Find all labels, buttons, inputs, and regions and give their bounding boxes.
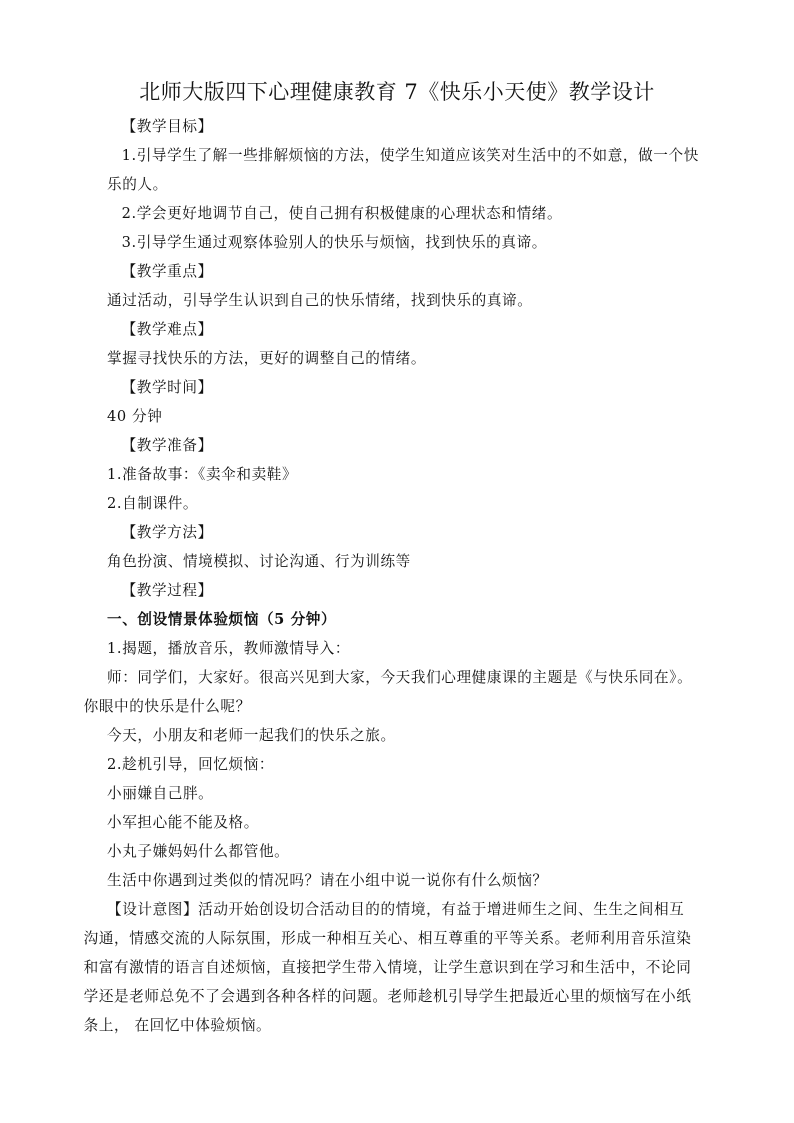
design-intent-1: 【设计意图】活动开始创设切合活动目的的情境，有益于增进师生之间、生生之间相互 <box>107 901 685 918</box>
preparation-2: 2.自制课件。 <box>107 495 199 512</box>
time-text: 40 分钟 <box>107 408 163 425</box>
discussion-question: 生活中你遇到过类似的情况吗？请在小组中说一说你有什么烦恼？ <box>107 872 548 889</box>
design-intent-4: 学还是老师总免不了会遇到各种各样的问题。老师趁机引导学生把最近心里的烦恼写在小纸 <box>83 988 692 1005</box>
design-intent-2: 沟通，情感交流的人际氛围，形成一种相互关心、相互尊重的平等关系。老师利用音乐渲染 <box>83 930 692 947</box>
document-body <box>83 112 727 1040</box>
design-intent-5: 条上， 在回忆中体验烦恼。 <box>83 1017 272 1034</box>
process-step-1: 1.揭题，播放音乐，教师激情导入： <box>107 640 351 657</box>
teacher-intro-cont: 你眼中的快乐是什么呢？ <box>83 698 251 715</box>
section-heading-time: 【教学时间】 <box>121 379 213 396</box>
methods-text: 角色扮演、情境模拟、讨论沟通、行为训练等 <box>107 553 411 570</box>
worry-example-3: 小丸子嫌妈妈什么都管他。 <box>107 843 290 860</box>
preparation-1: 1.准备故事：《卖伞和卖鞋》 <box>107 466 298 483</box>
section-heading-preparation: 【教学准备】 <box>121 437 213 454</box>
section-heading-key-points: 【教学重点】 <box>121 263 213 280</box>
document-title: 北师大版四下心理健康教育 7《快乐小天使》教学设计 <box>139 80 655 104</box>
objective-3: 3.引导学生通过观察体验别人的快乐与烦恼，找到快乐的真谛。 <box>121 234 547 251</box>
objective-1: 1.引导学生了解一些排解烦恼的方法，使学生知道应该笑对生活中的不如意，做一个快 <box>121 147 699 164</box>
section-heading-methods: 【教学方法】 <box>121 524 213 541</box>
objective-2: 2.学会更好地调节自己，使自己拥有积极健康的心理状态和情绪。 <box>121 205 563 222</box>
difficulties-text: 掌握寻找快乐的方法，更好的调整自己的情绪。 <box>107 350 427 367</box>
process-step-2: 2.趁机引导，回忆烦恼： <box>107 756 275 773</box>
section-heading-objectives: 【教学目标】 <box>121 118 213 135</box>
key-points-text: 通过活动，引导学生认识到自己的快乐情绪，找到快乐的真谛。 <box>107 292 533 309</box>
objective-1-cont: 乐的人。 <box>107 176 168 193</box>
section-heading-difficulties: 【教学难点】 <box>121 321 213 338</box>
worry-example-1: 小丽嫌自己胖。 <box>107 785 214 802</box>
process-part-1-heading: 一、创设情景体验烦恼（5 分钟） <box>107 611 337 628</box>
worry-example-2: 小军担心能不能及格。 <box>107 814 259 831</box>
teacher-intro: 师：同学们，大家好。很高兴见到大家，今天我们心理健康课的主题是《与快乐同在》。 <box>107 669 693 686</box>
section-heading-process: 【教学过程】 <box>121 582 213 599</box>
journey-text: 今天，小朋友和老师一起我们的快乐之旅。 <box>107 727 396 744</box>
design-intent-3: 和富有激情的语言自述烦恼，直接把学生带入情境，让学生意识到在学习和生活中，不论同 <box>83 959 692 976</box>
